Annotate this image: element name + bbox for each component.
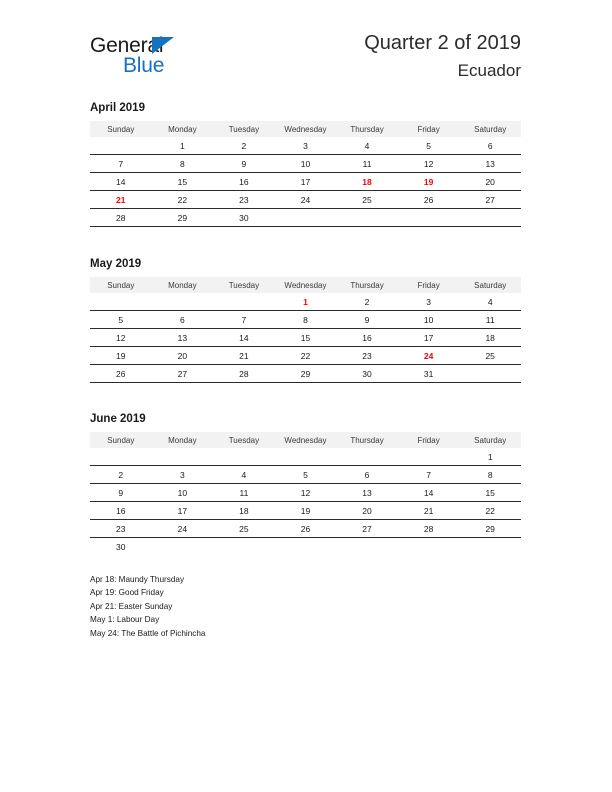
- day-cell[interactable]: 18: [459, 329, 521, 347]
- weekday-header-saturday: Saturday: [459, 432, 521, 448]
- day-cell[interactable]: 20: [459, 173, 521, 191]
- day-cell-empty: [275, 209, 337, 227]
- day-cell[interactable]: 1: [459, 448, 521, 466]
- week-row: [90, 293, 521, 311]
- week-row: [90, 209, 521, 227]
- day-cell[interactable]: 8: [275, 311, 337, 329]
- day-cell[interactable]: 25: [459, 347, 521, 365]
- weekday-header-row: [90, 277, 521, 293]
- day-cell-empty: [152, 293, 214, 311]
- week-row: [90, 311, 521, 329]
- day-cell[interactable]: 10: [398, 311, 460, 329]
- day-cell[interactable]: 29: [459, 520, 521, 538]
- page-header: [90, 30, 521, 92]
- day-cell[interactable]: 6: [152, 311, 214, 329]
- holiday-legend-item: May 24: The Battle of Pichincha: [90, 628, 206, 638]
- day-cell[interactable]: 11: [459, 311, 521, 329]
- day-cell[interactable]: 30: [213, 209, 275, 227]
- day-cell[interactable]: 12: [398, 155, 460, 173]
- day-cell[interactable]: 21: [398, 502, 460, 520]
- day-cell[interactable]: 3: [275, 137, 337, 155]
- weekday-header-friday: Friday: [398, 432, 460, 448]
- day-cell[interactable]: 15: [152, 173, 214, 191]
- weekday-header-thursday: Thursday: [336, 121, 398, 137]
- day-cell-empty: [398, 448, 460, 466]
- day-cell[interactable]: 23: [213, 191, 275, 209]
- day-cell-empty: [90, 448, 152, 466]
- day-cell[interactable]: 6: [336, 466, 398, 484]
- month-grid: [90, 277, 521, 383]
- day-cell-empty: [152, 538, 214, 556]
- weekday-header-tuesday: Tuesday: [213, 121, 275, 137]
- day-cell[interactable]: 5: [275, 466, 337, 484]
- day-cell[interactable]: 15: [275, 329, 337, 347]
- day-cell-empty: [336, 538, 398, 556]
- day-cell[interactable]: 31: [398, 365, 460, 383]
- day-cell[interactable]: 5: [398, 137, 460, 155]
- weekday-header-row: [90, 121, 521, 137]
- weekday-header-tuesday: Tuesday: [213, 277, 275, 293]
- day-cell-empty: [213, 448, 275, 466]
- day-cell[interactable]: 5: [90, 311, 152, 329]
- holiday-legend-item: Apr 19: Good Friday: [90, 588, 164, 598]
- day-cell[interactable]: 8: [459, 466, 521, 484]
- day-cell[interactable]: 29: [275, 365, 337, 383]
- weekday-header-friday: Friday: [398, 277, 460, 293]
- week-row: [90, 155, 521, 173]
- weekday-header-sunday: Sunday: [90, 432, 152, 448]
- day-cell[interactable]: 27: [152, 365, 214, 383]
- week-row: [90, 538, 521, 556]
- weekday-header-tuesday: Tuesday: [213, 432, 275, 448]
- brand-name-blue: Blue: [123, 54, 165, 77]
- day-cell[interactable]: 15: [459, 484, 521, 502]
- day-cell[interactable]: 27: [336, 520, 398, 538]
- day-cell[interactable]: 14: [398, 484, 460, 502]
- day-cell-empty: [398, 209, 460, 227]
- day-cell[interactable]: 17: [152, 502, 214, 520]
- day-cell[interactable]: 11: [213, 484, 275, 502]
- holiday-legend-item: Apr 18: Maundy Thursday: [90, 575, 185, 584]
- day-cell[interactable]: 9: [213, 155, 275, 173]
- day-cell-empty: [275, 448, 337, 466]
- holiday-legend: [90, 573, 490, 640]
- day-cell[interactable]: 16: [213, 173, 275, 191]
- day-cell[interactable]: 2: [336, 293, 398, 311]
- day-cell[interactable]: 16: [336, 329, 398, 347]
- day-cell[interactable]: 8: [152, 155, 214, 173]
- day-cell[interactable]: 26: [90, 365, 152, 383]
- brand-triangle-icon: [152, 37, 174, 54]
- day-cell[interactable]: 1: [152, 137, 214, 155]
- weekday-header-sunday: Sunday: [90, 277, 152, 293]
- day-cell[interactable]: 13: [152, 329, 214, 347]
- day-cell[interactable]: 28: [398, 520, 460, 538]
- month-title: May 2019: [90, 258, 142, 270]
- day-cell[interactable]: 7: [90, 155, 152, 173]
- day-cell[interactable]: 23: [90, 520, 152, 538]
- day-cell[interactable]: 14: [90, 173, 152, 191]
- day-cell[interactable]: 26: [275, 520, 337, 538]
- day-cell-holiday[interactable]: 19: [398, 173, 460, 191]
- day-cell-empty: [90, 293, 152, 311]
- day-cell[interactable]: 28: [213, 365, 275, 383]
- page-title: Quarter 2 of 2019: [364, 32, 521, 54]
- weekday-header-wednesday: Wednesday: [275, 121, 337, 137]
- day-cell-empty: [459, 209, 521, 227]
- day-cell-empty: [275, 538, 337, 556]
- day-cell-holiday[interactable]: 24: [398, 347, 460, 365]
- day-cell[interactable]: 14: [213, 329, 275, 347]
- day-cell-holiday[interactable]: 1: [275, 293, 337, 311]
- day-cell[interactable]: 18: [213, 502, 275, 520]
- week-row: [90, 347, 521, 365]
- day-cell-empty: [459, 538, 521, 556]
- day-cell-holiday[interactable]: 18: [336, 173, 398, 191]
- week-row: [90, 448, 521, 466]
- day-cell-empty: [398, 538, 460, 556]
- day-cell[interactable]: 28: [90, 209, 152, 227]
- holiday-legend-item: Apr 21: Easter Sunday: [90, 601, 173, 611]
- day-cell-holiday[interactable]: 21: [90, 191, 152, 209]
- week-row: [90, 484, 521, 502]
- day-cell[interactable]: 3: [152, 466, 214, 484]
- holiday-legend-item: May 1: Labour Day: [90, 615, 160, 625]
- day-cell-empty: [152, 448, 214, 466]
- day-cell[interactable]: 3: [398, 293, 460, 311]
- day-cell[interactable]: 22: [459, 502, 521, 520]
- weekday-header-monday: Monday: [152, 432, 214, 448]
- day-cell-empty: [336, 448, 398, 466]
- day-cell[interactable]: 19: [90, 347, 152, 365]
- brand-logo: [90, 34, 270, 86]
- day-cell[interactable]: 23: [336, 347, 398, 365]
- day-cell[interactable]: 13: [459, 155, 521, 173]
- day-cell[interactable]: 21: [213, 347, 275, 365]
- month-title: June 2019: [90, 413, 146, 425]
- weekday-header-saturday: Saturday: [459, 121, 521, 137]
- day-cell[interactable]: 9: [336, 311, 398, 329]
- day-cell[interactable]: 13: [336, 484, 398, 502]
- day-cell[interactable]: 17: [398, 329, 460, 347]
- weekday-header-sunday: Sunday: [90, 121, 152, 137]
- day-cell[interactable]: 25: [213, 520, 275, 538]
- day-cell[interactable]: 27: [459, 191, 521, 209]
- day-cell[interactable]: 20: [336, 502, 398, 520]
- weekday-header-wednesday: Wednesday: [275, 432, 337, 448]
- brand-name-general: General: [90, 34, 164, 57]
- weekday-header-monday: Monday: [152, 121, 214, 137]
- weekday-header-row: [90, 432, 521, 448]
- day-cell[interactable]: 10: [152, 484, 214, 502]
- day-cell[interactable]: 12: [90, 329, 152, 347]
- day-cell[interactable]: 19: [275, 502, 337, 520]
- day-cell[interactable]: 4: [336, 137, 398, 155]
- day-cell-empty: [336, 209, 398, 227]
- week-row: [90, 137, 521, 155]
- day-cell[interactable]: 24: [152, 520, 214, 538]
- week-row: [90, 365, 521, 383]
- weekday-header-saturday: Saturday: [459, 277, 521, 293]
- weekday-header-wednesday: Wednesday: [275, 277, 337, 293]
- month-section-april: [90, 101, 521, 227]
- day-cell[interactable]: 22: [152, 191, 214, 209]
- month-title: April 2019: [90, 102, 145, 114]
- day-cell[interactable]: 12: [275, 484, 337, 502]
- day-cell[interactable]: 22: [275, 347, 337, 365]
- month-grid: [90, 432, 521, 555]
- week-row: [90, 466, 521, 484]
- country-subtitle: Ecuador: [457, 61, 521, 80]
- month-grid: [90, 121, 521, 227]
- day-cell[interactable]: 16: [90, 502, 152, 520]
- week-row: [90, 173, 521, 191]
- day-cell[interactable]: 30: [116, 541, 126, 552]
- day-cell[interactable]: 2: [90, 466, 152, 484]
- day-cell-empty: [213, 538, 275, 556]
- week-row: [90, 520, 521, 538]
- day-cell-empty: [459, 365, 521, 383]
- day-cell[interactable]: 10: [275, 155, 337, 173]
- day-cell[interactable]: 7: [213, 311, 275, 329]
- weekday-header-friday: Friday: [398, 121, 460, 137]
- month-section-june: [90, 412, 521, 555]
- weekday-header-monday: Monday: [152, 277, 214, 293]
- day-cell[interactable]: 26: [398, 191, 460, 209]
- day-cell[interactable]: 30: [336, 365, 398, 383]
- day-cell-empty: [213, 293, 275, 311]
- weekday-header-thursday: Thursday: [336, 432, 398, 448]
- day-cell[interactable]: 2: [213, 137, 275, 155]
- day-cell[interactable]: 29: [152, 209, 214, 227]
- day-cell[interactable]: 25: [336, 191, 398, 209]
- week-row: [90, 502, 521, 520]
- week-row: [90, 191, 521, 209]
- title-block: [364, 30, 521, 83]
- day-cell[interactable]: 7: [398, 466, 460, 484]
- day-cell[interactable]: 20: [152, 347, 214, 365]
- day-cell[interactable]: 11: [336, 155, 398, 173]
- day-cell[interactable]: 17: [275, 173, 337, 191]
- day-cell-empty: [90, 137, 152, 155]
- month-section-may: [90, 257, 521, 383]
- weekday-header-thursday: Thursday: [336, 277, 398, 293]
- day-cell[interactable]: 4: [213, 466, 275, 484]
- week-row: [90, 329, 521, 347]
- day-cell[interactable]: 24: [275, 191, 337, 209]
- day-cell[interactable]: 6: [459, 137, 521, 155]
- day-cell[interactable]: 9: [90, 484, 152, 502]
- day-cell[interactable]: 4: [459, 293, 521, 311]
